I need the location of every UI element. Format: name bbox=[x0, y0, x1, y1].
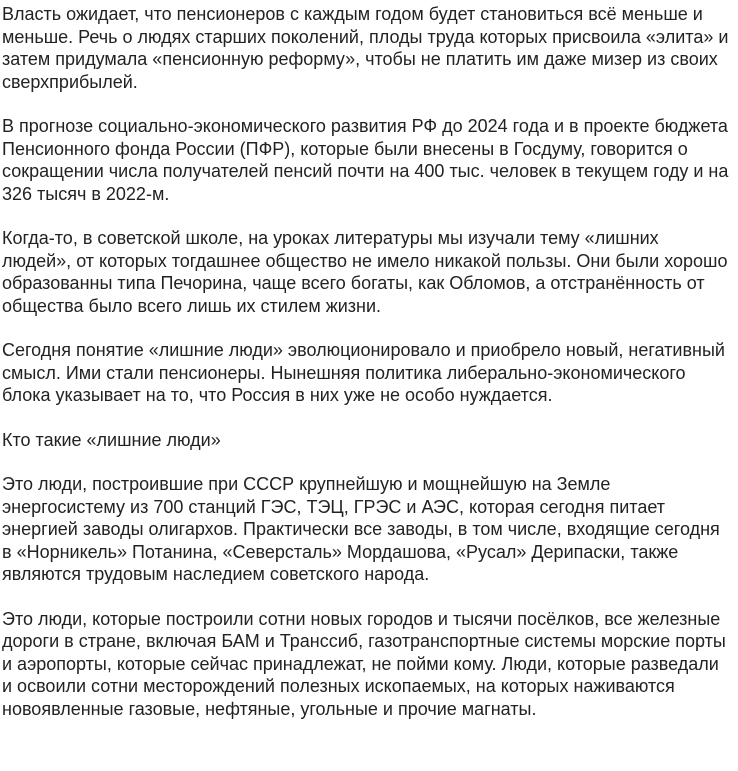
paragraph-2: В прогнозе социально-экономического развития РФ до 2024 года и в проекте бюджета Пенсионного фонда России (ПФР), которые были внесены в Госдуму, говорится о сокращении числа получателей пенсий почти на 400 тыс. человек в текущем году и на 326 тысяч в 2022-м. bbox=[2, 116, 729, 204]
paragraph-1: Власть ожидает, что пенсионеров с каждым годом будет становиться всё меньше и меньше. Речь о людях старших поколений, плоды труда которых присвоила «элита» и затем придумала «пенсионную реформу», чтобы не платить им даже мизер из своих сверхприбылей. bbox=[2, 4, 729, 92]
paragraph-3: Когда-то, в советской школе, на уроках литературы мы изучали тему «лишних людей», от которых тогдашнее общество не имело никакой пользы. Они были хорошо образованны типа Печорина, чаще всего богаты, как Обломов, а отстранённость от общества было всего лишь их стилем жизни. bbox=[2, 228, 728, 316]
paragraph-4: Сегодня понятие «лишние люди» эволюционировало и приобрело новый, негативный смысл. Ими стали пенсионеры. Нынешняя политика либерально-экономического блока указывает на то, что Россия в них уже не особо нуждается. bbox=[2, 340, 725, 405]
paragraph-6: Это люди, которые построили сотни новых городов и тысячи посёлков, все железные дороги в стране, включая БАМ и Транссиб, газотранспортные системы морские порты и аэропорты, которые сейчас принадлежат, не пойми кому. Люди, которые разведали и освоили сотни месторождений полезных ископаемых, на которых наживаются новоявленные газовые, нефтяные, угольные и прочие магнаты. bbox=[2, 608, 726, 719]
paragraph-5: Это люди, построившие при СССР крупнейшую и мощнейшую на Земле энергосистему из 700 станций ГЭС, ТЭЦ, ГРЭС и АЭС, которая сегодня питает энергией заводы олигархов. Практически все заводы, в том числе, входящие сегодня в «Норникель» Потанина, «Северсталь» Мордашова, «Русал» Дерипаски, также являются трудовым наследием советского народа. bbox=[2, 474, 720, 584]
section-subheading: Кто такие «лишние люди» bbox=[2, 429, 221, 450]
